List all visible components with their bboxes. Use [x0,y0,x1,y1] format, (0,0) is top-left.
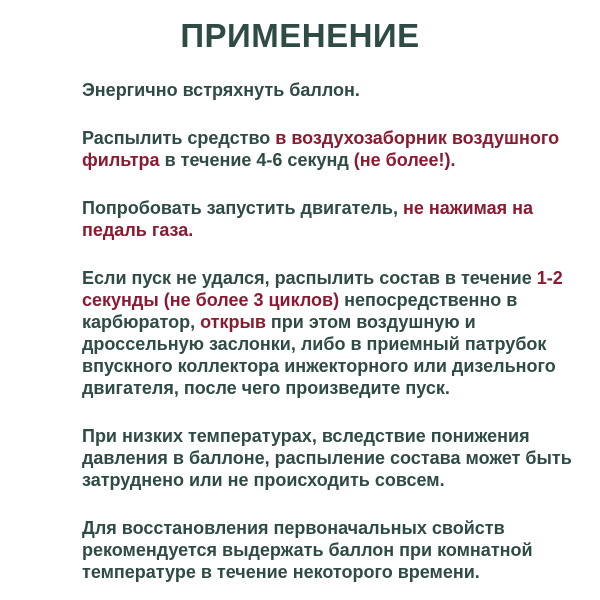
text-run: Если пуск не удался, распылить состав в течение [82,268,537,288]
text-line [82,149,600,171]
text-run: рекомендуется выдержать баллон при комнатной [82,540,533,560]
paragraph-5 [82,425,600,491]
accent-text-run: открыв [200,312,266,332]
text-run: Для восстановления первоначальных свойств [82,518,505,538]
page-title: ПРИМЕНЕНИЕ [180,17,420,54]
accent-text-run: педаль газа. [82,220,194,240]
text-run: давления в баллоне, распыление состава может быть [82,448,572,468]
text-run: затруднено или не происходить совсем. [82,470,445,490]
accent-text-run: секунды (не более 3 циклов) [82,290,340,310]
text-line [82,355,600,377]
accent-text-run: (не более!). [353,150,456,170]
text-run: карбюратор, [82,312,201,332]
text-line [82,197,600,219]
text-line [82,79,600,101]
text-line [82,333,600,355]
text-run: температуре в течение некоторого времени. [82,562,480,582]
text-line [82,561,600,583]
text-line [82,311,600,333]
paragraphs [82,79,600,583]
text-line [82,377,600,399]
paragraph-3 [82,197,600,241]
accent-text-run: не нажимая на [402,198,534,218]
text-line [82,267,600,289]
text-line [82,539,600,561]
text-line [82,517,600,539]
paragraph-6 [82,517,600,583]
text-line [82,425,600,447]
text-run: Распылить средство [82,128,276,148]
paragraph-4 [82,267,600,399]
paragraph-2 [82,127,600,171]
accent-text-run: в воздухозаборник воздушного [275,128,560,148]
text-run: непосредственно в [339,290,518,310]
accent-text-run: фильтра [82,150,160,170]
text-run: в течение 4-6 секунд [159,150,354,170]
text-run: дроссельную заслонки, либо в приемный патрубок [82,334,547,354]
text-line [82,469,600,491]
text-line [82,289,600,311]
text-run: при этом воздушную и [265,312,476,332]
paragraph-1 [82,79,600,101]
text-run: Энергично встряхнуть баллон. [82,80,360,100]
text-line [82,447,600,469]
text-line [82,127,600,149]
text-run: впускного коллектора инжекторного или дизельного [82,356,556,376]
text-run: двигателя, после чего произведите пуск. [82,378,450,398]
text-run: При низких температурах, вследствие понижения [82,426,530,446]
text-run: Попробовать запустить двигатель, [82,198,403,218]
accent-text-run: 1-2 [536,268,563,288]
text-line [82,219,600,241]
